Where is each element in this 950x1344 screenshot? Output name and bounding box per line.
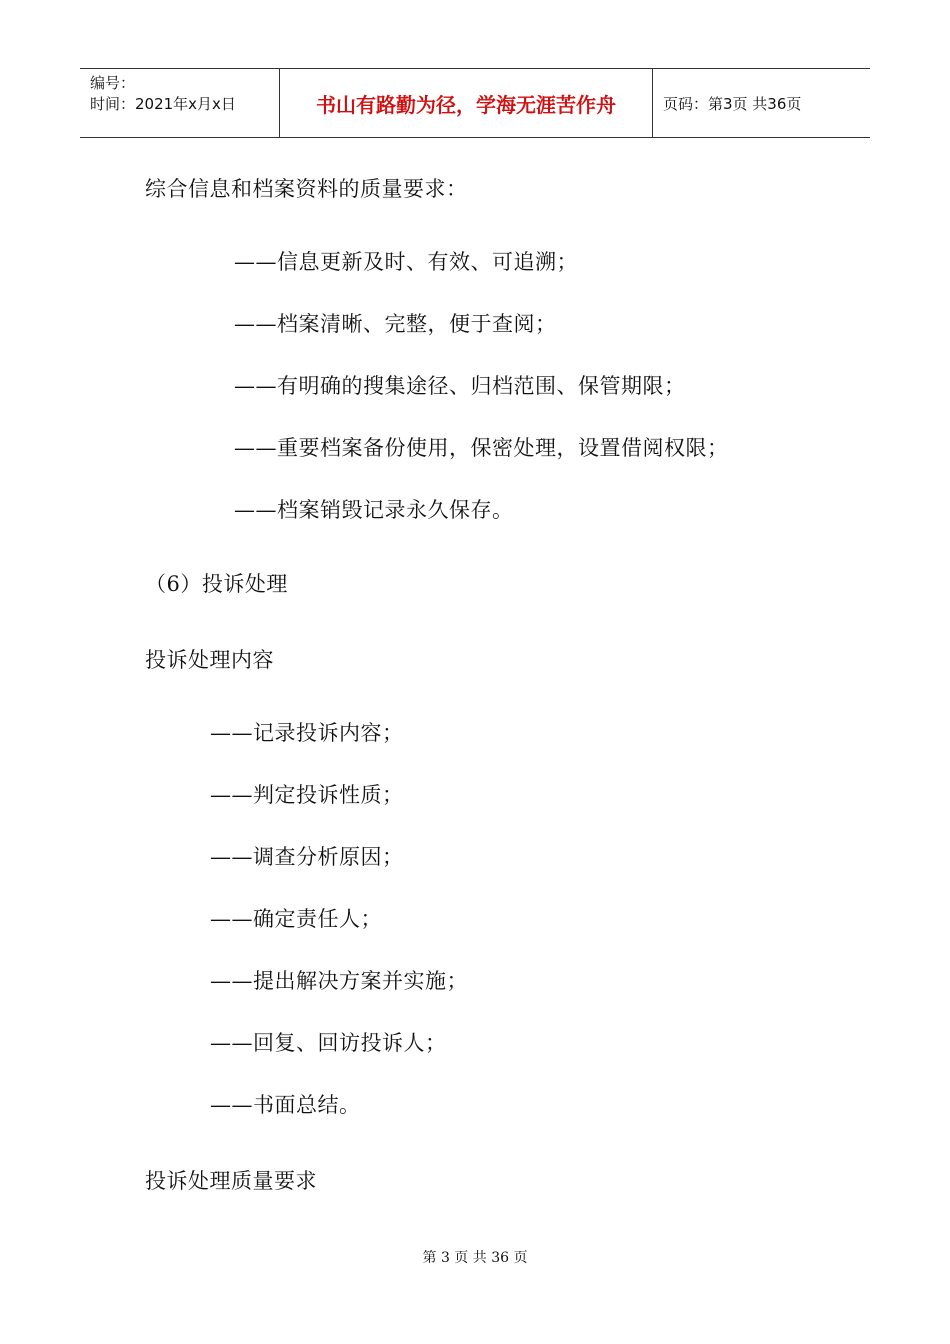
section2-title: （6）投诉处理 — [145, 572, 288, 596]
number-label: 编号： — [90, 74, 136, 92]
section1-item: ——有明确的搜集途径、归档范围、保管期限； — [234, 374, 686, 398]
section2-item: ——书面总结。 — [210, 1093, 361, 1117]
date-label: 时间：2021年x月x日 — [90, 95, 236, 113]
section2-item: ——判定投诉性质； — [210, 783, 404, 807]
section2-item: ——调查分析原因； — [210, 845, 404, 869]
section2-item: ——记录投诉内容； — [210, 721, 404, 745]
header-motto: 书山有路勤为径，学海无涯苦作舟 — [280, 69, 653, 137]
header-meta — [80, 69, 280, 137]
header-page-info: 页码：第3页 共36页 — [663, 94, 802, 113]
section2-item: ——提出解决方案并实施； — [210, 969, 468, 993]
section1-item: ——重要档案备份使用，保密处理，设置借阅权限； — [234, 436, 729, 460]
section2-item: ——回复、回访投诉人； — [210, 1031, 447, 1055]
section2-item: ——确定责任人； — [210, 907, 382, 931]
section1-item: ——档案清晰、完整，便于查阅； — [234, 312, 557, 336]
section3-heading: 投诉处理质量要求 — [145, 1169, 317, 1193]
section1-heading: 综合信息和档案资料的质量要求： — [145, 177, 468, 201]
section2-heading: 投诉处理内容 — [145, 648, 274, 672]
page-footer: 第 3 页 共 36 页 — [422, 1250, 528, 1266]
section1-item: ——档案销毁记录永久保存。 — [234, 498, 514, 522]
section1-item: ——信息更新及时、有效、可追溯； — [234, 250, 578, 274]
page-header — [80, 68, 870, 138]
